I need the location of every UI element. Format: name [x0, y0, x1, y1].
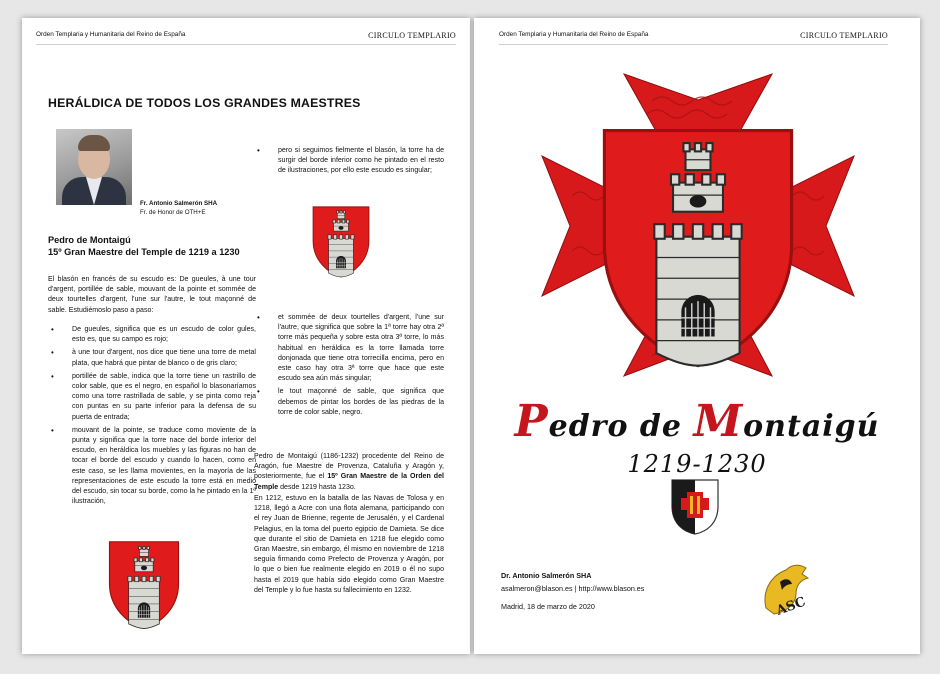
blazon-intro: El blasón en francés de su escudo es: De gueules, à une tour d'argent, portillée de sable, mouvant de la pointe et sommée de deux tourtelles d'argent, l'une sur l'autre, le tout maçonné de sable. Estudiémoslo paso a paso:: [48, 276, 256, 314]
header-rule: [499, 44, 888, 45]
grand-master-name: Pedro de Montaigú: [514, 396, 880, 447]
heading-subtitle: 15º Gran Maestre del Temple de 1219 a 1230: [48, 247, 240, 257]
section-heading: [48, 234, 258, 258]
coat-of-arms-cross: [532, 56, 864, 398]
right-page: [474, 18, 920, 654]
author-name: Fr. Antonio Salmerón SHA: [140, 200, 218, 207]
signature-name: Dr. Antonio Salmerón SHA: [501, 571, 592, 580]
logo-text: ASC: [774, 594, 808, 619]
running-head: Orden Templaria y Humanitaria del Reino de España: [499, 31, 649, 38]
initial-p: P: [514, 396, 549, 447]
blazon-bullet: • et sommée de deux tourtelles d'argent, l'une sur l'autre, que significa que sobre la 1ª torre hay otra 2ª torre más pequeña y sobre esta otra 3ª torre, lo más habitual en heráldica es la torre llamada torre donjonada que tiene otra torrecilla encima, pero en este caso hay otra 3ª torre que hace que este escudo sea aún más singular;: [254, 313, 444, 384]
bullet-list-col1: [48, 325, 256, 510]
running-title: CIRCULO TEMPLARIO: [800, 31, 888, 40]
blazon-bullet: • portillée de sable, indica que la torre tiene un rastrillo de color sable, que es el negro, en español lo blasonaríamos como una torre rastrillada de sable, y se pinta como reja con puntas en su parte inferior para la defensa de su puerta de entrada;: [48, 372, 256, 423]
asc-griffin-logo: [756, 558, 814, 620]
author-credit: [140, 199, 217, 217]
blazon-bullet: • De gueules, significa que es un escudo de color gules, esto es, que su campo es rojo;: [48, 325, 256, 345]
author-role: Fr. de Honor de OTH+E: [140, 209, 206, 216]
bullet-list-col2b: [254, 313, 444, 421]
left-page: [22, 18, 470, 654]
running-head: Orden Templaria y Humanitaria del Reino de España: [36, 31, 186, 38]
bio-bold: 15º Gran Maestre de la Orden del Temple: [254, 473, 444, 491]
page-title: HERÁLDICA DE TODOS LOS GRANDES MAESTRES: [48, 96, 361, 110]
shield-illustration-1: [105, 538, 183, 630]
heading-name: Pedro de Montaigú: [48, 235, 131, 245]
blazon-bullet: • pero si seguimos fielmente el blasón, la torre ha de surgir del borde inferior como he pintado en el resto de ilustraciones, por ello este escudo es singular;: [254, 146, 444, 177]
blazon-bullet: • le tout maçonné de sable, que significa que debemos de pintar los bordes de las piedras de la torre de color sable, negro.: [254, 387, 444, 418]
blazon-bullet: • à une tour d'argent, nos dice que tiene una torre de metal plata, que habrá que pintar de blanco o de gris claro;: [48, 348, 256, 368]
header-rule: [36, 44, 456, 45]
author-photo: [56, 129, 132, 205]
running-title: CIRCULO TEMPLARIO: [368, 31, 456, 40]
bio-paragraph-2: En 1212, estuvo en la batalla de las Navas de Tolosa y en 1218, llegó a Acre con una flota alemana, participando con el rey Juan de Brienne, regente de Jerusalén, y el Cardenal Pelagius, en la toma del puerto egipcio de Damieta. Se dice que durante el sitio de Damieta en 1218 fue elegido como Gran Maestre, sin embargo, él mismo en noviembre de 1218 seguía firmando como Prefecto de Provenza y Aragón, por lo que o bien fue realmente elegido en 2019 o él no supo hasta el 2019 que había sido elegido como Gran Maestre del Temple y lo fue hasta su fallecimiento en 1232.: [254, 495, 444, 594]
bullet-list-col2a: [254, 146, 444, 180]
date-line: Madrid, 18 de marzo de 2020: [501, 602, 595, 611]
templar-badge-icon: [670, 478, 720, 536]
contact-line: asalmeron@blason.es | http://www.blason.es: [501, 584, 645, 593]
years-label: 1219-1230: [627, 450, 767, 478]
shield-illustration-2: [310, 196, 372, 286]
initial-m: M: [693, 396, 744, 447]
blazon-bullet: • mouvant de la pointe, se traduce como moviente de la punta y significa que la torre nace del borde inferior del escudo, en heráldica los muebles y las figuras no han de tocar el borde del escudo y cuando lo hacen, como en este caso, se les llama movientes, en la mayoría de las representaciones de este escudo la torre está en medio del escudo, sin tocar su borde, como la he pintado en la 1ª ilustración,: [48, 426, 256, 508]
bio-paragraph-1: Pedro de Montaigú (1186-1232) procedente del Reino de Aragón, fue Maestre de Provenza, Cataluña y Aragón y, posteriormente, fue el 15º Gran Maestre de la Orden del Temple desde 1219 hasta 123o.: [254, 453, 444, 491]
